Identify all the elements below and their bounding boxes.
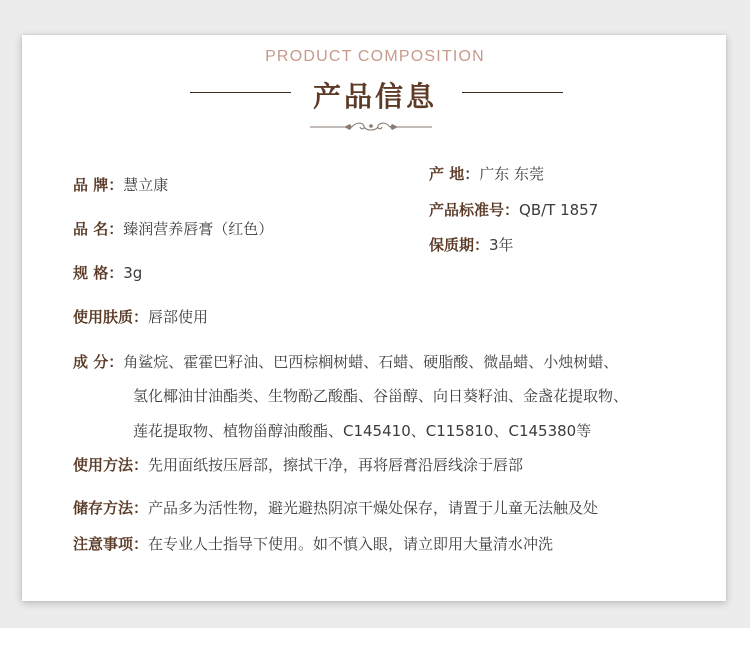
ingredients-line: 莲花提取物、植物甾醇油酸酯、C145410、C115810、C145380等 [133,422,592,440]
field-notes-value: 在专业人士指导下使用。如不慎入眼，请立即用大量清水冲洗 [148,535,554,553]
field-skin-value: 唇部使用 [148,308,209,326]
field-name [73,219,273,239]
field-usage-label: 使用方法： [73,456,149,474]
field-shelf-life-label: 保质期： [429,236,490,254]
field-origin-label: 产 地： [429,165,480,183]
field-notes [73,534,553,554]
field-origin [429,164,544,184]
field-shelf-life-value: 3年 [489,236,514,254]
field-brand-label: 品 牌： [73,176,124,194]
field-ingredients-label: 成 分： [73,353,124,371]
field-storage-label: 储存方法： [73,499,149,517]
title-line-right [462,92,563,93]
field-name-value: 臻润营养唇膏（红色） [123,220,274,238]
page-footer-band [0,628,750,668]
field-standard-value: QB/T 1857 [519,201,599,219]
field-ingredients [73,352,618,372]
title-row [0,75,750,111]
field-skin-label: 使用肤质： [73,308,149,326]
section-title: 产品信息 [312,80,437,113]
field-brand [73,175,168,195]
field-name-label: 品 名： [73,220,124,238]
field-usage-value: 先用面纸按压唇部，擦拭干净，再将唇膏沿唇线涂于唇部 [148,456,524,474]
field-storage-value: 产品多为活性物，避光避热阴凉干燥处保存，请置于儿童无法触及处 [148,499,599,517]
scroll-ornament-icon [308,120,434,134]
field-standard-label: 产品标准号： [429,201,520,219]
field-storage [73,498,598,518]
field-shelf-life [429,235,514,255]
section-subtitle: PRODUCT COMPOSITION [265,48,485,65]
field-spec-label: 规 格： [73,264,124,282]
field-notes-label: 注意事项： [73,535,149,553]
field-standard [429,200,598,220]
field-spec-value: 3g [123,264,143,282]
field-spec [73,263,142,283]
field-skin [73,307,208,327]
field-origin-value: 广东 东莞 [479,165,545,183]
field-brand-value: 慧立康 [123,176,169,194]
ingredients-line: 角鲨烷、霍霍巴籽油、巴西棕榈树蜡、石蜡、硬脂酸、微晶蜡、小烛树蜡、 [123,353,619,371]
field-usage [73,455,523,475]
ingredients-line: 氢化椰油甘油酯类、生物酚乙酸酯、谷甾醇、向日葵籽油、金盏花提取物、 [133,387,629,405]
